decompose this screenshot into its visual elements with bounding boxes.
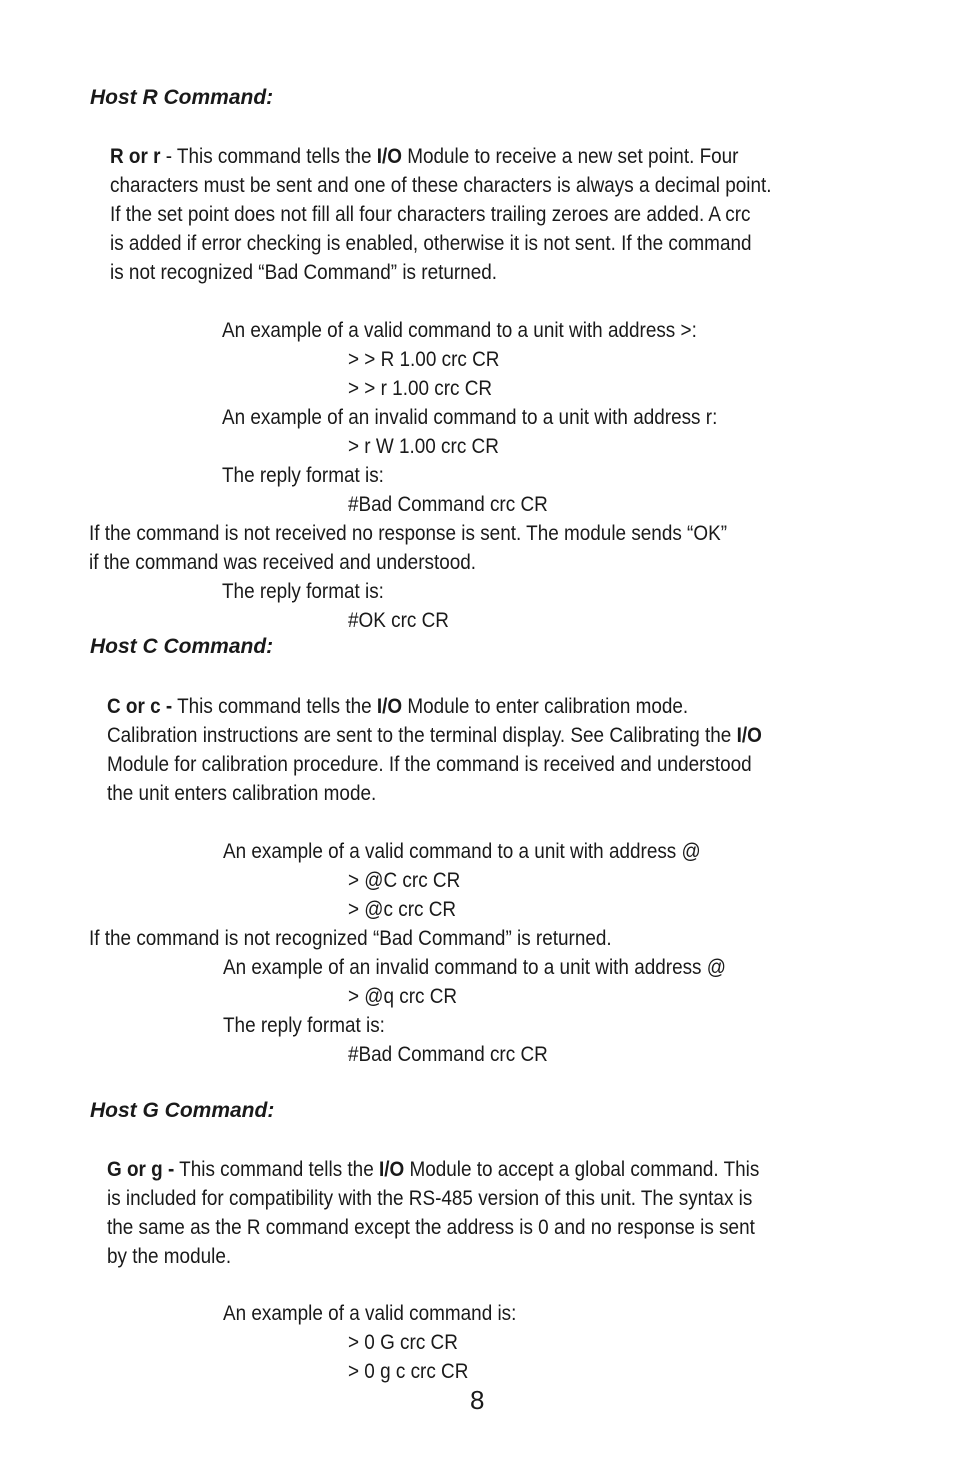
- paragraph-line: [107, 692, 688, 721]
- example-text: An example of a valid command is:: [223, 1301, 517, 1325]
- text-run: - This command tells the: [160, 144, 377, 168]
- text-run: This command tells the: [172, 694, 377, 718]
- paragraph-line: is not recognized “Bad Command” is returned.: [110, 260, 497, 284]
- paragraph-line: the same as the R command except the address is 0 and no response is sent: [107, 1215, 755, 1239]
- text-run: Module to enter calibration mode.: [402, 694, 689, 718]
- paragraph-line: is added if error checking is enabled, otherwise it is not sent. If the command: [110, 231, 752, 255]
- reply-example: #OK crc CR: [348, 608, 449, 632]
- io-term: I/O: [736, 723, 762, 747]
- command-example: > > r 1.00 crc CR: [348, 376, 493, 400]
- command-example: > @C crc CR: [348, 868, 461, 892]
- body-text: if the command was received and understood.: [89, 550, 477, 574]
- paragraph-line: [107, 1155, 759, 1184]
- text-run: Module to accept a global command. This: [404, 1157, 760, 1181]
- paragraph-line: characters must be sent and one of these characters is always a decimal point.: [110, 173, 772, 197]
- reply-example: #Bad Command crc CR: [348, 492, 548, 516]
- paragraph-line: the unit enters calibration mode.: [107, 781, 377, 805]
- io-term: I/O: [376, 694, 403, 718]
- body-text: If the command is not recognized “Bad Command” is returned.: [89, 926, 612, 950]
- command-example: > @c crc CR: [348, 897, 457, 921]
- paragraph-line: Module for calibration procedure. If the command is received and understood: [107, 752, 752, 776]
- paragraph-line: [110, 142, 738, 171]
- command-name: G or g -: [107, 1157, 175, 1181]
- io-term: I/O: [378, 1157, 405, 1181]
- section-heading-host-r: Host R Command:: [90, 86, 274, 109]
- example-text: An example of a valid command to a unit with address >:: [222, 318, 697, 342]
- command-example: > r W 1.00 crc CR: [348, 434, 499, 458]
- command-example: > > R 1.00 crc CR: [348, 347, 500, 371]
- reply-example: #Bad Command crc CR: [348, 1042, 548, 1066]
- example-text: The reply format is:: [222, 463, 384, 487]
- command-name: C or c -: [107, 694, 173, 718]
- text-run: Calibration instructions are sent to the terminal display. See Calibrating the: [107, 723, 737, 747]
- paragraph-line: [107, 721, 762, 750]
- section-heading-host-c: Host C Command:: [90, 635, 274, 658]
- paragraph-line: is included for compatibility with the RS-485 version of this unit. The syntax is: [107, 1186, 753, 1210]
- example-text: An example of an invalid command to a unit with address @: [223, 955, 726, 979]
- example-text: The reply format is:: [222, 579, 384, 603]
- section-heading-host-g: Host G Command:: [90, 1099, 275, 1122]
- paragraph-line: by the module.: [107, 1244, 232, 1268]
- text-run: This command tells the: [174, 1157, 379, 1181]
- example-text: An example of a valid command to a unit with address @: [223, 839, 701, 863]
- page-number: 8: [470, 1385, 485, 1415]
- text-run: Module to receive a new set point. Four: [401, 144, 739, 168]
- example-text: The reply format is:: [223, 1013, 385, 1037]
- paragraph-line: If the set point does not fill all four characters trailing zeroes are added. A crc: [110, 202, 751, 226]
- io-term: I/O: [376, 144, 402, 168]
- body-text: If the command is not received no response is sent. The module sends “OK”: [89, 521, 727, 545]
- command-example: > 0 G crc CR: [348, 1330, 458, 1354]
- command-example: > @q crc CR: [348, 984, 458, 1008]
- command-name: R or r: [110, 144, 161, 168]
- command-example: > 0 g c crc CR: [348, 1359, 469, 1383]
- example-text: An example of an invalid command to a unit with address r:: [222, 405, 718, 429]
